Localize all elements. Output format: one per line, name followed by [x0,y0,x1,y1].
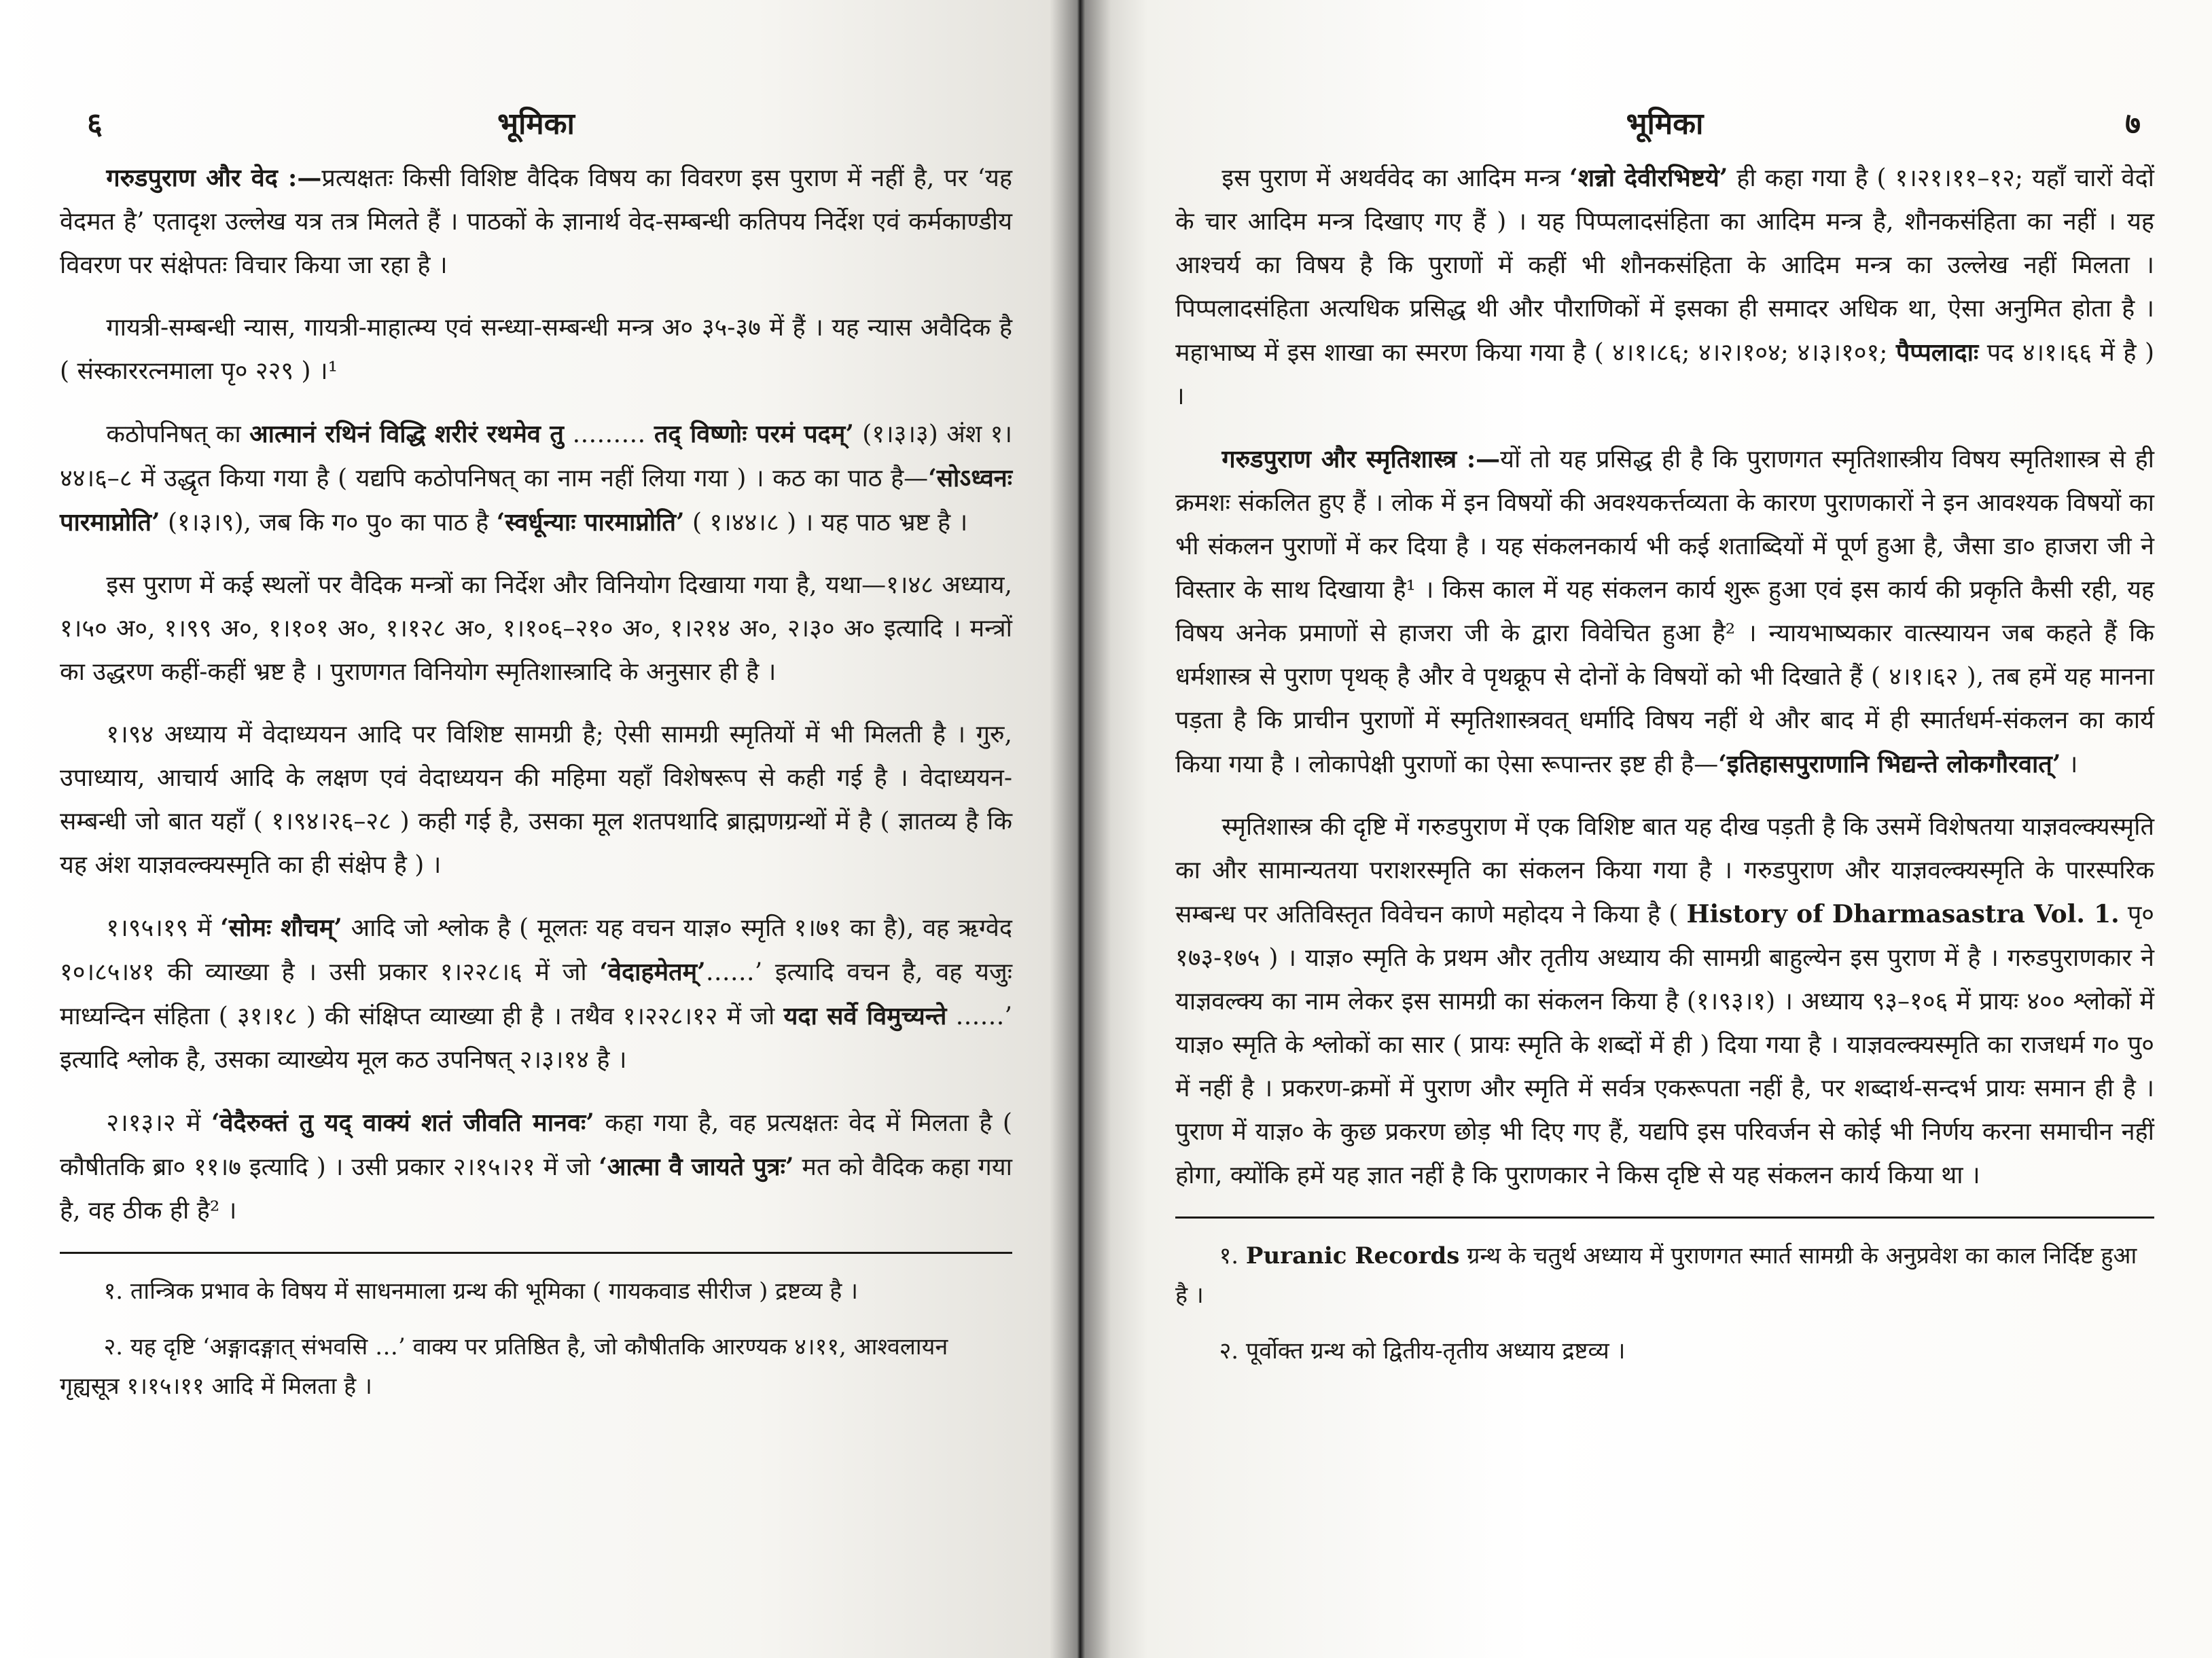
paragraph-veda-intro [60,156,1012,287]
text-run: २।१३।२ में [106,1109,211,1137]
paragraph-text: गायत्री-सम्बन्धी न्यास, गायत्री-माहात्म्य एवं सन्ध्या-सम्बन्धी मन्त्र अ० ३५-३७ में हैं । यह न्यास अवैदिक है ( संस्काररत्नमाला पृ० २२९ ) ।¹ [60,314,1012,385]
footnote-1 [1175,1236,2154,1315]
quote-bold: ‘वेदैरुक्तं तु यद् वाक्यं शतं जीवति मानवः’ [211,1109,594,1137]
footnote-divider [1175,1217,2154,1219]
paragraph-atharvaveda [1175,156,2154,418]
paragraph-somah-shaucham [60,906,1012,1082]
text-run: ( १।४४।८ ) । यह पाठ भ्रष्ट है । [684,509,968,537]
right-page [1080,0,2212,1658]
text-run: १. [1219,1242,1246,1269]
paragraph-vedairuktam [60,1101,1012,1233]
quote-bold: ‘शन्नो देवीरभिष्टये’ [1569,164,1728,192]
running-title: भूमिका [497,107,575,141]
left-page [0,0,1080,1658]
text-run: (१।३।९), जब कि ग० पु० का पाठ है [160,509,497,537]
left-page-header [60,102,1012,156]
text-run: मत को वैदिक कहा गया है, वह ठीक ही है² । [60,1153,1012,1225]
text-run: स्मृतिशास्त्र की दृष्टि में गरुडपुराण में एक विशिष्ट बात यह दीख पड़ती है कि उसमें विशेषतया याज्ञवल्क्यस्मृति का और सामान्यतया पराशरस्मृति का संकलन किया गया है । गरुडपुराण और याज्ञवल्क्यस्मृति के पारस्परिक सम्बन्ध पर अतिविस्तृत विवेचन काणे महोदय ने किया है ( [1175,813,2154,929]
text-run: ……’ इत्यादि वचन है, वह यजुः माध्यन्दिन संहिता ( ३१।१८ ) की संक्षिप्त व्याख्या ही है । तथैव १।२२८।१२ में जो [60,958,1012,1030]
paragraph-vedic-mantras [60,564,1012,694]
paragraph-kathopanishad [60,412,1012,545]
paragraph-gayatri [60,306,1012,393]
text-run: पद ४।१।६६ में है ) । [1175,339,2154,410]
book-title-bold: History of Dharmasastra Vol. 1. [1686,900,2120,929]
text-run: ……… [563,420,654,448]
quote-bold: तद् विष्णोः परमं पदम्’ [654,420,854,448]
quote-bold: पैप्पलादाः [1895,338,1979,367]
book-title-bold: Puranic Records [1245,1242,1460,1269]
text-run: आदि जो श्लोक है ( मूलतः यह वचन याज्ञ० स्मृति १।७१ का है), वह ऋग्वेद १०।८५।४१ की व्याख्या है । उसी प्रकार १।२२८।६ में जो [60,914,1012,986]
running-title: भूमिका [1626,107,1704,141]
quote-bold: ‘आत्मा वै जायते पुत्रः’ [599,1153,794,1181]
quote-bold: ‘सोऽध्वनः पारमाप्नोति’ [60,464,1012,537]
book-spine-shadow [1050,0,1111,1658]
section-heading: गरुडपुराण और स्मृतिशास्त्र :— [1221,445,1501,473]
paragraph-text: प्रत्यक्षतः किसी विशिष्ट वैदिक विषय का विवरण इस पुराण में नहीं है, पर ‘यह वेदमत है’ एतादृश उल्लेख यत्र तत्र मिलते हैं । पाठकों के ज्ञानार्थ वेद-सम्बन्धी कतिपय निर्देश एवं कर्मकाण्डीय विवरण पर संक्षेपतः विचार किया जा रहा है । [60,164,1013,279]
quote-bold: ‘स्वर्धून्याः पारमाप्नोति’ [496,508,685,537]
quote-bold: ‘सोमः शौचम्’ [220,914,342,942]
text-run: कहा गया है, वह प्रत्यक्षतः वेद में मिलता है ( कौषीतकि ब्रा० ११।७ इत्यादि ) । उसी प्रकार २।१५।२१ में जो [60,1109,1012,1181]
text-run: १।९५।१९ में [106,914,221,942]
footnote-2: २. पूर्वोक्त ग्रन्थ को द्वितीय-तृतीय अध्याय द्रष्टव्य । [1219,1337,1626,1365]
page-number: ६ [87,107,103,141]
footnote-divider [60,1252,1012,1254]
quote-bold: ‘इतिहासपुराणानि भिद्यन्ते लोकगौरवात्’ [1718,750,2061,778]
text-run: ग्रन्थ के चतुर्थ अध्याय में पुराणगत स्मार्त सामग्री के अनुप्रवेश का काल निर्दिष्ट हुआ है । [1175,1242,2137,1309]
text-run: पृ० १७३-१७५ ) । याज्ञ० स्मृति के प्रथम और तृतीय अध्याय की सामग्री बाहुल्येन इस पुराण में है । गरुडपुराणकार ने याज्ञवल्क्य का नाम लेकर इस सामग्री का संकलन किया है (१।९३।१) । अध्याय ९३–१०६ में प्रायः ४०० श्लोकों में याज्ञ० स्मृति के श्लोकों का सार ( प्रायः स्मृति के शब्दों में ही ) दिया गया है । याज्ञवल्क्यस्मृति का राजधर्म ग० पु० में नहीं है । प्रकरण-क्रमों में पुराण और स्मृति में सर्वत्र एकरूपता नहीं है, पर शब्दार्थ-सन्दर्भ प्रायः समान ही है । पुराण में याज्ञ० के कुछ प्रकरण छोड़ भी दिए गए हैं, यद्यपि इस परिवर्जन से कोई भी निर्णय करना समाचीन नहीं होगा, क्योंकि हमें यह ज्ञात नहीं है कि पुराणकार ने किस दृष्टि से यह संकलन कार्य किया था । [1175,901,2154,1189]
text-run: यों तो यह प्रसिद्ध ही है कि पुराणगत स्मृतिशास्त्रीय विषय स्मृतिशास्त्र से ही क्रमशः संकलित हुए हैं । लोक में इन विषयों की अवश्यकर्त्तव्यता के कारण पुराणकारों ने इन आवश्यक विषयों का भी संकलन पुराणों में कर दिया है । यह संकलनकार्य भी कई शताब्दियों में पूर्ण हुआ है, जैसा डा० हाजरा जी ने विस्तार के साथ दिखाया है¹ । किस काल में यह संकलन कार्य शुरू हुआ एवं इस कार्य की प्रकृति कैसी रही, यह विषय अनेक प्रमाणों से हाजरा जी के द्वारा विवेचित हुआ है² । न्यायभाष्यकार वात्स्यायन जब कहते हैं कि धर्मशास्त्र से पुराण पृथक् है और वे पृथक्रूप से दोनों के विषयों को भी दिखाते हैं ( ४।१।६२ ), तब हमें यह मानना पड़ता है कि प्राचीन पुराणों में स्मृतिशास्त्रवत् धर्मादि विषय नहीं थे और बाद में ही स्मार्तधर्म-संकलन का कार्य किया गया है । लोकापेक्षी पुराणों का ऐसा रूपान्तर इष्ट ही है— [1175,446,2155,778]
quote-bold: ‘वेदाहमेतम्’ [599,958,706,986]
page-number: ७ [2125,107,2141,141]
paragraph-vedadhyayana [60,713,1012,887]
text-run: कठोपनिषत् का [106,420,250,448]
quote-bold: यदा सर्वे विमुच्यन्ते [783,1002,947,1030]
footnote-2: २. यह दृष्टि ‘अङ्गादङ्गात् संभवसि …’ वाक्य पर प्रतिष्ठित है, जो कौषीतकि आरण्यक ४।११, आश्वलायन गृह्यसूत्र १।१५।११ आदि में मिलता है । [60,1333,948,1400]
text-run: ……’ इत्यादि श्लोक है, उसका व्याख्येय मूल कठ उपनिषत् २।३।१४ है । [60,1003,1012,1074]
paragraph-text: १।९४ अध्याय में वेदाध्ययन आदि पर विशिष्ट सामग्री है; ऐसी सामग्री स्मृतियों में भी मिलती है । गुरु, उपाध्याय, आचार्य आदि के लक्षण एवं वेदाध्ययन की महिमा यहाँ विशेषरूप से कही गई है । वेदाध्ययन-सम्बन्धी जो बात यहाँ ( १।९४।२६–२८ ) कही गई है, उसका मूल शतपथादि ब्राह्मणग्रन्थों में है ( ज्ञातव्य है कि यह अंश याज्ञवल्क्यस्मृति का ही संक्षेप है ) । [60,721,1012,879]
text-run: (१।३।३) अंश १।४४।६–८ में उद्धृत किया गया है ( यद्यपि कठोपनिषत् का नाम नहीं लिया गया ) । कठ का पाठ है— [60,420,1013,492]
text-run: ही कहा गया है ( १।२१।११–१२; यहाँ चारों वेदों के चार आदिम मन्त्र दिखाए गए हैं ) । यह पिप्पलादसंहिता का आदिम मन्त्र है, शौनकसंहिता का नहीं । यह आश्चर्य का विषय है कि पुराणों में कहीं भी शौनकसंहिता के आदिम मन्त्र का उल्लेख नहीं मिलता । पिप्पलादसंहिता अत्यधिक प्रसिद्ध थी और पौराणिकों में इसका ही समादर अधिक था, ऐसा अनुमित होता है । महाभाष्य में इस शाखा का स्मरण किया गया है ( ४।१।८६; ४।२।१०४; ४।३।१०१; [1175,164,2155,367]
right-page-header [1175,102,2154,156]
paragraph-yajnavalkya [1175,806,2154,1197]
quote-bold: आत्मानं रथिनं विद्धि शरीरं रथमेव तु [249,420,564,448]
paragraph-smritishastra [1175,437,2154,787]
section-heading: गरुडपुराण और वेद :— [106,164,322,192]
footnote-1: १. तान्त्रिक प्रभाव के विषय में साधनमाला ग्रन्थ की भूमिका ( गायकवाड सीरीज ) द्रष्टव्य है । [103,1278,858,1305]
paragraph-text: इस पुराण में कई स्थलों पर वैदिक मन्त्रों का निर्देश और विनियोग दिखाया गया है, यथा—१।४८ अध्याय, १।५० अ०, १।९९ अ०, १।१०१ अ०, १।१२८ अ०, १।१०६–२१० अ०, १।२१४ अ०, २।३० अ० इत्यादि । मन्त्रों का उद्धरण कहीं-कहीं भ्रष्ट है । पुराणगत विनियोग स्मृतिशास्त्रादि के अनुसार ही है । [60,571,1012,686]
text-run: । [2061,751,2078,778]
text-run: इस पुराण में अथर्ववेद का आदिम मन्त्र [1221,164,1570,192]
